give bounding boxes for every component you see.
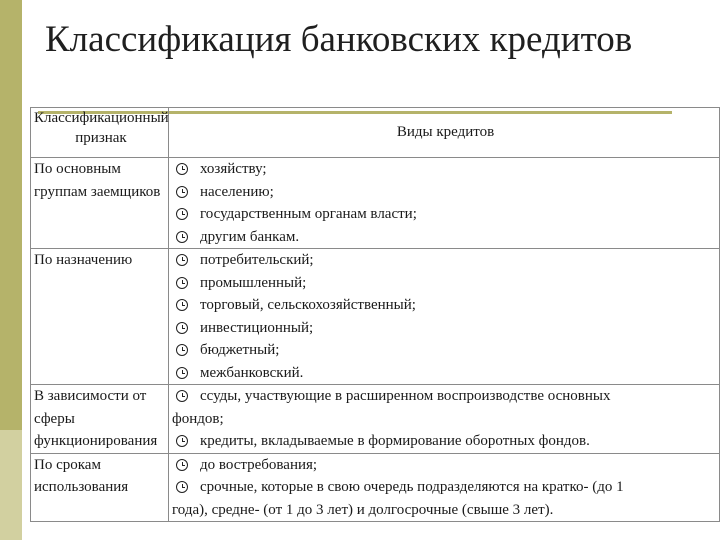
row-items [169,453,720,522]
list-item: торговый, сельскохозяйственный; [172,294,719,317]
clock-icon [176,254,188,266]
credit-classification-table [30,107,720,522]
table-row [31,249,720,385]
list-item-continuation: года), средне- (от 1 до 3 лет) и долгосрочные (свыше 3 лет). [172,501,554,518]
list-item: населению; [172,181,719,204]
clock-icon [176,299,188,311]
list-item: срочные, которые в свою очередь подразделяются на кратко- (до 1 [172,476,719,499]
clock-icon [176,459,188,471]
clock-icon [176,186,188,198]
clock-icon [176,231,188,243]
row-items [169,158,720,249]
accent-sidebar-lower [0,430,22,540]
list-item: кредиты, вкладываемые в формирование оборотных фондов. [172,430,719,453]
list-item: инвестиционный; [172,317,719,340]
list-item: государственным органам власти; [172,203,719,226]
list-item: хозяйству; [172,158,719,181]
row-criterion: По основным группам заемщиков [31,158,169,249]
header-criterion: Классификационный признак [31,108,169,158]
clock-icon [176,208,188,220]
list-item: потребительский; [172,249,719,272]
header-types: Виды кредитов [169,108,720,158]
list-item: другим банкам. [172,226,719,249]
clock-icon [176,322,188,334]
list-item: межбанковский. [172,362,719,385]
list-item: до востребования; [172,454,719,477]
row-criterion: По срокам использования [31,453,169,522]
list-item: бюджетный; [172,339,719,362]
list-item: ссуды, участвующие в расширенном воспроизводстве основных [172,385,719,408]
row-criterion: По назначению [31,249,169,385]
row-criterion: В зависимости от сферы функционирования [31,385,169,454]
clock-icon [176,367,188,379]
list-item-continuation: фондов; [172,410,224,427]
row-items [169,385,720,454]
clock-icon [176,277,188,289]
row-items [169,249,720,385]
slide-title: Классификация банковских кредитов [45,19,633,60]
clock-icon [176,481,188,493]
clock-icon [176,435,188,447]
table-row [31,158,720,249]
clock-icon [176,390,188,402]
table-header-row [31,108,720,158]
table-row [31,385,720,454]
list-item: промышленный; [172,272,719,295]
table-row [31,453,720,522]
clock-icon [176,344,188,356]
clock-icon [176,163,188,175]
